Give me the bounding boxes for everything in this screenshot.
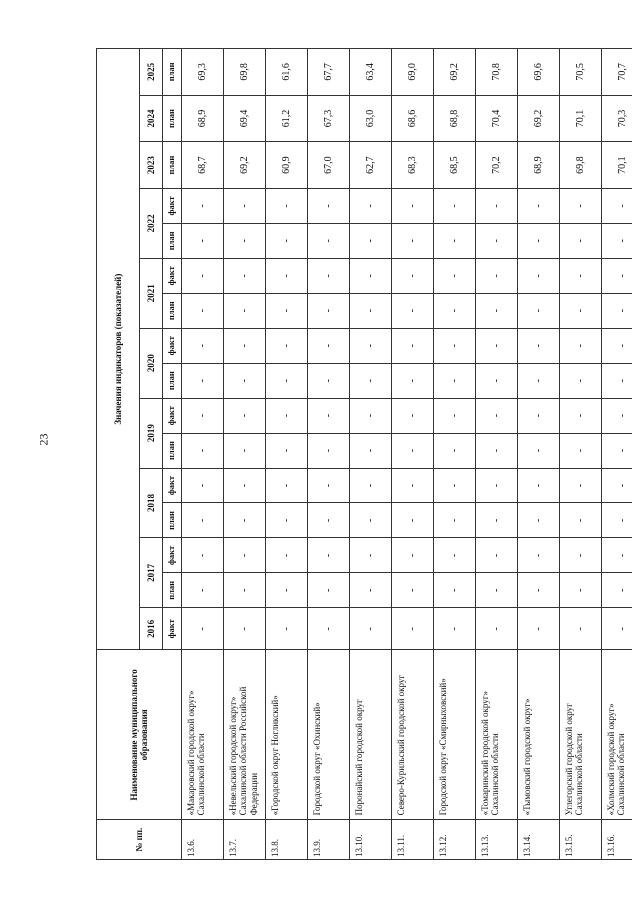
indicator-value: 70,2 — [476, 142, 518, 189]
year-header: 2025 — [140, 49, 163, 96]
indicator-value: 63,0 — [350, 95, 392, 142]
subheader-fact: факт — [163, 398, 182, 433]
indicator-value: - — [392, 293, 434, 328]
indicator-value: - — [602, 433, 632, 468]
indicator-value: - — [518, 223, 560, 258]
indicator-value: 68,8 — [434, 95, 476, 142]
indicator-value: - — [350, 258, 392, 293]
table-row — [266, 49, 308, 860]
indicator-value: - — [224, 363, 266, 398]
indicator-value: - — [434, 188, 476, 223]
indicator-value: - — [434, 293, 476, 328]
indicator-value: - — [392, 188, 434, 223]
municipality-name: «Макаровский городской округ» Сахалинской области — [182, 650, 224, 820]
subheader-plan: план — [163, 363, 182, 398]
indicator-value: 62,7 — [350, 142, 392, 189]
table-row — [392, 49, 434, 860]
indicator-value: - — [308, 223, 350, 258]
indicator-value: - — [434, 573, 476, 608]
row-number: 13.10. — [350, 820, 392, 860]
indicator-value: - — [182, 363, 224, 398]
subheader-plan: план — [163, 293, 182, 328]
indicator-value: - — [224, 608, 266, 650]
subheader-plan: план — [163, 573, 182, 608]
indicator-value: 69,3 — [182, 49, 224, 96]
subheader-fact: факт — [163, 608, 182, 650]
subheader-plan: план — [163, 223, 182, 258]
indicators-table-wrapper — [96, 48, 628, 860]
indicator-value: 67,3 — [308, 95, 350, 142]
indicator-value: - — [182, 188, 224, 223]
indicator-value: - — [308, 328, 350, 363]
indicator-value: - — [518, 398, 560, 433]
indicator-value: - — [560, 608, 602, 650]
year-header: 2023 — [140, 142, 163, 189]
indicator-value: 61,2 — [266, 95, 308, 142]
indicator-value: - — [224, 468, 266, 503]
indicator-value: - — [602, 608, 632, 650]
table-row — [560, 49, 602, 860]
indicator-value: - — [266, 328, 308, 363]
indicator-value: - — [392, 398, 434, 433]
table-row — [350, 49, 392, 860]
indicator-value: - — [476, 398, 518, 433]
municipality-name: Углегорский городской округ Сахалинской области — [560, 650, 602, 820]
table-row — [224, 49, 266, 860]
indicator-value: - — [224, 328, 266, 363]
indicator-value: - — [476, 258, 518, 293]
indicator-value: - — [434, 468, 476, 503]
indicator-value: - — [182, 258, 224, 293]
year-header: 2022 — [140, 188, 163, 258]
indicator-value: - — [350, 188, 392, 223]
indicator-value: - — [434, 503, 476, 538]
indicator-value: - — [350, 223, 392, 258]
municipality-name: «Невельский городской округ» Сахалинской области Российской Федерации — [224, 650, 266, 820]
municipality-name: Северо-Курильский городской округ — [392, 650, 434, 820]
row-number: 13.9. — [308, 820, 350, 860]
indicator-value: - — [518, 293, 560, 328]
row-number: 13.14. — [518, 820, 560, 860]
indicator-value: - — [518, 258, 560, 293]
municipality-name: Городской округ «Охинский» — [308, 650, 350, 820]
header-values: Значения индикаторов (показателей) — [97, 49, 140, 650]
indicator-value: - — [476, 503, 518, 538]
indicator-value: - — [308, 503, 350, 538]
indicator-value: - — [476, 433, 518, 468]
municipality-name: «Томаринский городской округ» Сахалинской области — [476, 650, 518, 820]
indicator-value: - — [308, 538, 350, 573]
indicator-value: 68,7 — [182, 142, 224, 189]
row-number: 13.15. — [560, 820, 602, 860]
indicator-value: - — [560, 433, 602, 468]
indicator-value: - — [266, 573, 308, 608]
indicator-value: 69,0 — [392, 49, 434, 96]
indicator-value: - — [224, 398, 266, 433]
indicator-value: - — [560, 223, 602, 258]
subheader-fact: факт — [163, 328, 182, 363]
indicator-value: 60,9 — [266, 142, 308, 189]
indicator-value: - — [266, 608, 308, 650]
indicator-value: - — [308, 258, 350, 293]
indicator-value: - — [182, 538, 224, 573]
indicator-value: - — [560, 398, 602, 433]
indicator-value: - — [182, 433, 224, 468]
row-number: 13.13. — [476, 820, 518, 860]
indicator-value: 69,2 — [434, 49, 476, 96]
indicator-value: - — [476, 223, 518, 258]
year-header: 2016 — [140, 608, 163, 650]
indicator-value: - — [392, 538, 434, 573]
indicator-value: - — [560, 573, 602, 608]
indicator-value: - — [266, 503, 308, 538]
indicator-value: - — [434, 328, 476, 363]
indicator-value: - — [182, 223, 224, 258]
indicator-value: - — [308, 433, 350, 468]
indicator-value: - — [518, 188, 560, 223]
indicator-value: - — [350, 503, 392, 538]
subheader-fact: факт — [163, 538, 182, 573]
indicator-value: - — [392, 468, 434, 503]
indicator-value: - — [434, 538, 476, 573]
municipality-name: Городской округ «Смирныховский» — [434, 650, 476, 820]
indicator-value: - — [392, 363, 434, 398]
year-header: 2018 — [140, 468, 163, 538]
indicator-value: - — [560, 188, 602, 223]
indicator-value: 69,2 — [224, 142, 266, 189]
indicator-value: 70,3 — [602, 95, 632, 142]
indicator-value: - — [182, 503, 224, 538]
indicator-value: - — [224, 258, 266, 293]
indicator-value: - — [392, 328, 434, 363]
indicator-value: - — [392, 433, 434, 468]
municipality-name: Поронайский городской округ — [350, 650, 392, 820]
indicator-value: - — [476, 328, 518, 363]
indicator-value: - — [224, 503, 266, 538]
indicator-value: - — [308, 573, 350, 608]
indicator-value: - — [224, 538, 266, 573]
indicator-value: - — [602, 258, 632, 293]
indicator-value: 70,1 — [560, 95, 602, 142]
indicator-value: - — [518, 608, 560, 650]
subheader-fact: факт — [163, 468, 182, 503]
subheader-fact: факт — [163, 258, 182, 293]
indicator-value: - — [350, 573, 392, 608]
indicator-value: - — [224, 433, 266, 468]
indicator-value: - — [602, 573, 632, 608]
indicator-value: - — [560, 468, 602, 503]
subheader-fact: факт — [163, 188, 182, 223]
indicator-value: 68,3 — [392, 142, 434, 189]
indicator-value: - — [266, 188, 308, 223]
indicator-value: 67,0 — [308, 142, 350, 189]
indicator-value: - — [182, 293, 224, 328]
indicator-value: - — [602, 468, 632, 503]
year-header: 2024 — [140, 95, 163, 142]
indicator-value: - — [434, 398, 476, 433]
indicator-value: - — [602, 328, 632, 363]
subheader-plan: план — [163, 49, 182, 96]
indicator-value: 70,8 — [476, 49, 518, 96]
indicator-value: - — [224, 573, 266, 608]
indicator-value: - — [392, 608, 434, 650]
indicator-value: - — [182, 468, 224, 503]
indicator-value: - — [392, 573, 434, 608]
indicator-value: 68,9 — [518, 142, 560, 189]
indicators-table — [96, 48, 632, 860]
indicator-value: - — [266, 223, 308, 258]
indicator-value: - — [434, 363, 476, 398]
indicator-value: - — [560, 328, 602, 363]
indicator-value: - — [224, 188, 266, 223]
indicator-value: - — [266, 363, 308, 398]
indicator-value: - — [518, 363, 560, 398]
indicator-value: - — [308, 608, 350, 650]
indicator-value: 68,5 — [434, 142, 476, 189]
indicator-value: - — [518, 433, 560, 468]
indicator-value: - — [182, 328, 224, 363]
indicator-value: - — [518, 573, 560, 608]
table-row — [182, 49, 224, 860]
indicator-value: 61,6 — [266, 49, 308, 96]
table-row — [518, 49, 560, 860]
indicator-value: 70,4 — [476, 95, 518, 142]
indicator-value: - — [560, 363, 602, 398]
indicator-value: - — [518, 328, 560, 363]
indicator-value: - — [392, 258, 434, 293]
table-row — [602, 49, 632, 860]
subheader-plan: план — [163, 95, 182, 142]
indicator-value: - — [224, 223, 266, 258]
indicator-value: - — [476, 468, 518, 503]
indicator-value: - — [602, 188, 632, 223]
indicator-value: - — [476, 538, 518, 573]
indicator-value: - — [182, 573, 224, 608]
subheader-plan: план — [163, 142, 182, 189]
indicator-value: - — [560, 538, 602, 573]
indicator-value: 70,7 — [602, 49, 632, 96]
table-body — [182, 49, 632, 860]
indicator-value: 70,5 — [560, 49, 602, 96]
indicator-value: - — [518, 468, 560, 503]
indicator-value: 69,8 — [560, 142, 602, 189]
indicator-value: - — [434, 258, 476, 293]
row-number: 13.12. — [434, 820, 476, 860]
indicator-value: - — [308, 398, 350, 433]
subheader-plan: план — [163, 433, 182, 468]
indicator-value: - — [602, 503, 632, 538]
indicator-value: - — [350, 398, 392, 433]
indicator-value: - — [308, 468, 350, 503]
page-number: 23 — [36, 433, 51, 446]
indicator-value: - — [350, 538, 392, 573]
indicator-value: - — [434, 433, 476, 468]
indicator-value: - — [392, 223, 434, 258]
indicator-value: - — [602, 398, 632, 433]
indicator-value: - — [602, 293, 632, 328]
row-number: 13.16. — [602, 820, 632, 860]
header-num: № пп. — [97, 820, 182, 860]
indicator-value: - — [308, 363, 350, 398]
row-number: 13.6. — [182, 820, 224, 860]
indicator-value: - — [182, 398, 224, 433]
indicator-value: 69,8 — [224, 49, 266, 96]
header-name: Наименование муниципального образования — [97, 650, 182, 820]
indicator-value: 63,4 — [350, 49, 392, 96]
table-row — [308, 49, 350, 860]
indicator-value: - — [392, 503, 434, 538]
indicator-value: - — [476, 188, 518, 223]
indicator-value: - — [560, 293, 602, 328]
indicator-value: - — [266, 258, 308, 293]
indicator-value: - — [350, 433, 392, 468]
indicator-value: - — [602, 223, 632, 258]
indicator-value: 67,7 — [308, 49, 350, 96]
indicator-value: 68,6 — [392, 95, 434, 142]
indicator-value: 68,9 — [182, 95, 224, 142]
municipality-name: «Городской округ Ногликский» — [266, 650, 308, 820]
indicator-value: - — [602, 538, 632, 573]
indicator-value: - — [350, 363, 392, 398]
municipality-name: «Холмский городской округ» Сахалинской области — [602, 650, 632, 820]
indicator-value: - — [476, 363, 518, 398]
indicator-value: - — [518, 538, 560, 573]
indicator-value: 70,1 — [602, 142, 632, 189]
indicator-value: - — [476, 608, 518, 650]
indicator-value: 69,4 — [224, 95, 266, 142]
indicator-value: - — [602, 363, 632, 398]
indicator-value: 69,2 — [518, 95, 560, 142]
indicator-value: - — [434, 608, 476, 650]
indicator-value: - — [266, 398, 308, 433]
indicator-value: - — [266, 468, 308, 503]
indicator-value: - — [182, 608, 224, 650]
indicator-value: - — [266, 538, 308, 573]
subheader-plan: план — [163, 503, 182, 538]
row-number: 13.11. — [392, 820, 434, 860]
indicator-value: - — [476, 573, 518, 608]
indicator-value: - — [350, 328, 392, 363]
indicator-value: - — [308, 188, 350, 223]
indicator-value: - — [308, 293, 350, 328]
indicator-value: - — [518, 503, 560, 538]
year-header: 2019 — [140, 398, 163, 468]
row-number: 13.8. — [266, 820, 308, 860]
year-header: 2017 — [140, 538, 163, 608]
indicator-value: - — [224, 293, 266, 328]
indicator-value: - — [266, 433, 308, 468]
table-row — [476, 49, 518, 860]
indicator-value: - — [350, 608, 392, 650]
indicator-value: - — [350, 293, 392, 328]
municipality-name: «Тымовский городской округ» — [518, 650, 560, 820]
indicator-value: - — [434, 223, 476, 258]
indicator-value: - — [560, 503, 602, 538]
indicator-value: 69,6 — [518, 49, 560, 96]
indicator-value: - — [476, 293, 518, 328]
indicator-value: - — [350, 468, 392, 503]
year-header: 2020 — [140, 328, 163, 398]
table-row — [434, 49, 476, 860]
indicator-value: - — [266, 293, 308, 328]
row-number: 13.7. — [224, 820, 266, 860]
year-header: 2021 — [140, 258, 163, 328]
indicator-value: - — [560, 258, 602, 293]
